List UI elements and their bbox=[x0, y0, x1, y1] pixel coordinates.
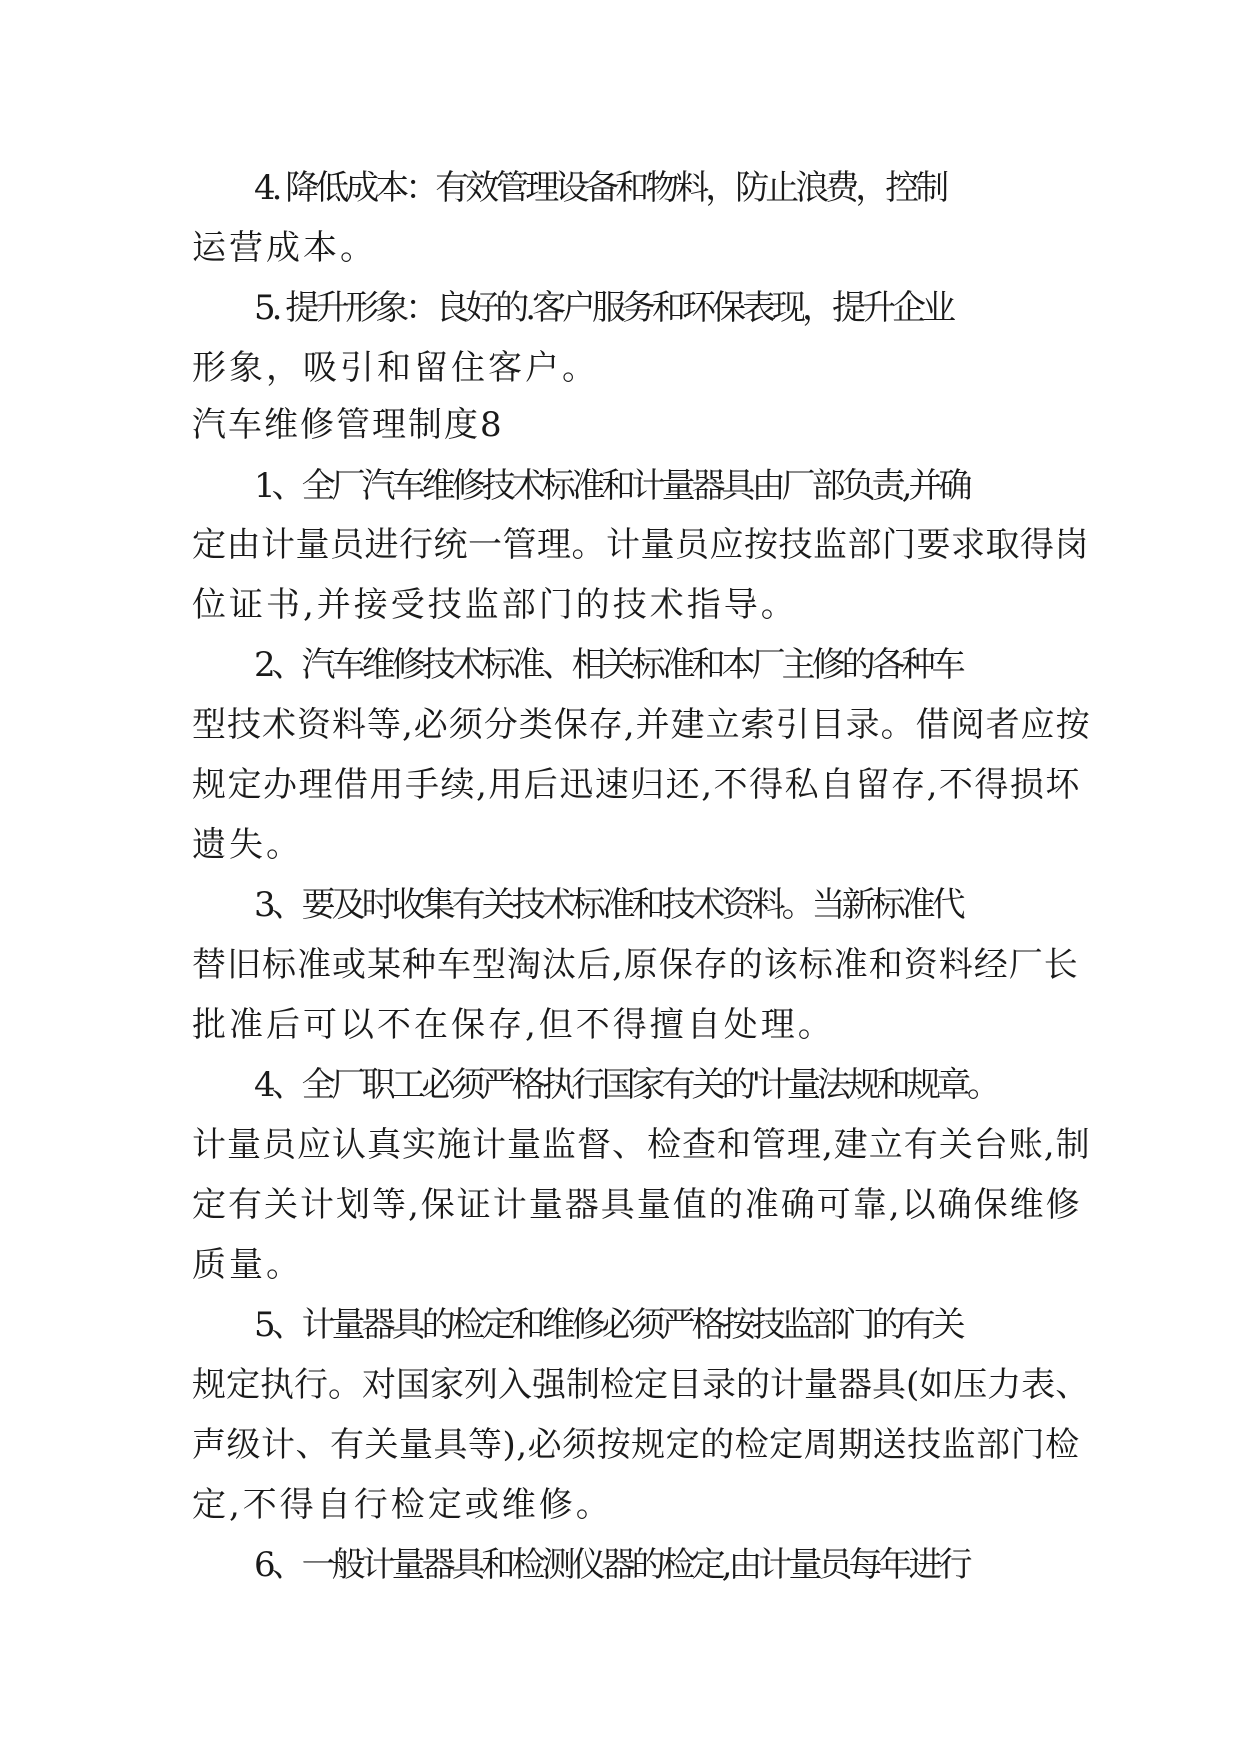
rule-6-line-1: 6、一般计量器具和检测仪器的检定,由计量员每年进行 bbox=[254, 1545, 969, 1585]
section-heading: 汽车维修管理制度8 bbox=[192, 405, 504, 445]
rule-3-line-1: 3、要及时收集有关技术标准和技术资料。当新标准代 bbox=[254, 885, 962, 925]
paragraph-4-line-1: 4. 降低成本：有效管理设备和物料，防止浪费，控制 bbox=[254, 168, 946, 208]
rule-1-line-1: 1、全厂汽车维修技术标准和计量器具由厂部负责,并确 bbox=[254, 466, 969, 506]
paragraph-4-line-2: 运营成本。 bbox=[192, 228, 377, 268]
paragraph-5-line-1: 5. 提升形象：良好的.客户服务和环保表现，提升企业 bbox=[254, 288, 953, 328]
rule-4-line-2: 计量员应认真实施计量监督、检查和管理,建立有关台账,制 bbox=[192, 1125, 1091, 1165]
rule-2-line-4: 遗失。 bbox=[192, 825, 303, 865]
rule-2-line-1: 2、汽车维修技术标准、相关标准和本厂主修的各种车 bbox=[254, 645, 962, 685]
rule-1-line-3: 位证书,并接受技监部门的技术指导。 bbox=[192, 585, 798, 625]
rule-2-line-2: 型技术资料等,必须分类保存,并建立索引目录。借阅者应按 bbox=[192, 705, 1091, 745]
rule-3-line-2: 替旧标准或某种车型淘汰后,原保存的该标准和资料经厂长 bbox=[192, 945, 1079, 985]
rule-5-line-4: 定,不得自行检定或维修。 bbox=[192, 1485, 613, 1525]
rule-5-line-1: 5、计量器具的检定和维修必须严格按技监部门的有关 bbox=[254, 1305, 962, 1345]
rule-2-line-3: 规定办理借用手续,用后迅速归还,不得私自留存,不得损坏 bbox=[192, 765, 1081, 805]
rule-1-line-2: 定由计量员进行统一管理。计量员应按技监部门要求取得岗 bbox=[192, 525, 1089, 565]
rule-3-line-3: 批准后可以不在保存,但不得擅自处理。 bbox=[192, 1005, 835, 1045]
rule-5-line-2: 规定执行。对国家列入强制检定目录的计量器具(如压力表、 bbox=[192, 1365, 1090, 1405]
rule-5-line-3: 声级计、有关量具等),必须按规定的检定周期送技监部门检 bbox=[192, 1425, 1080, 1465]
rule-4-line-4: 质量。 bbox=[192, 1245, 303, 1285]
paragraph-5-line-2: 形象，吸引和留住客户。 bbox=[192, 348, 599, 388]
rule-4-line-1: 4、全厂职工必须严格执行国家有关的'计量法规和规章。 bbox=[254, 1065, 997, 1105]
rule-4-line-3: 定有关计划等,保证计量器具量值的准确可靠,以确保维修 bbox=[192, 1185, 1082, 1225]
